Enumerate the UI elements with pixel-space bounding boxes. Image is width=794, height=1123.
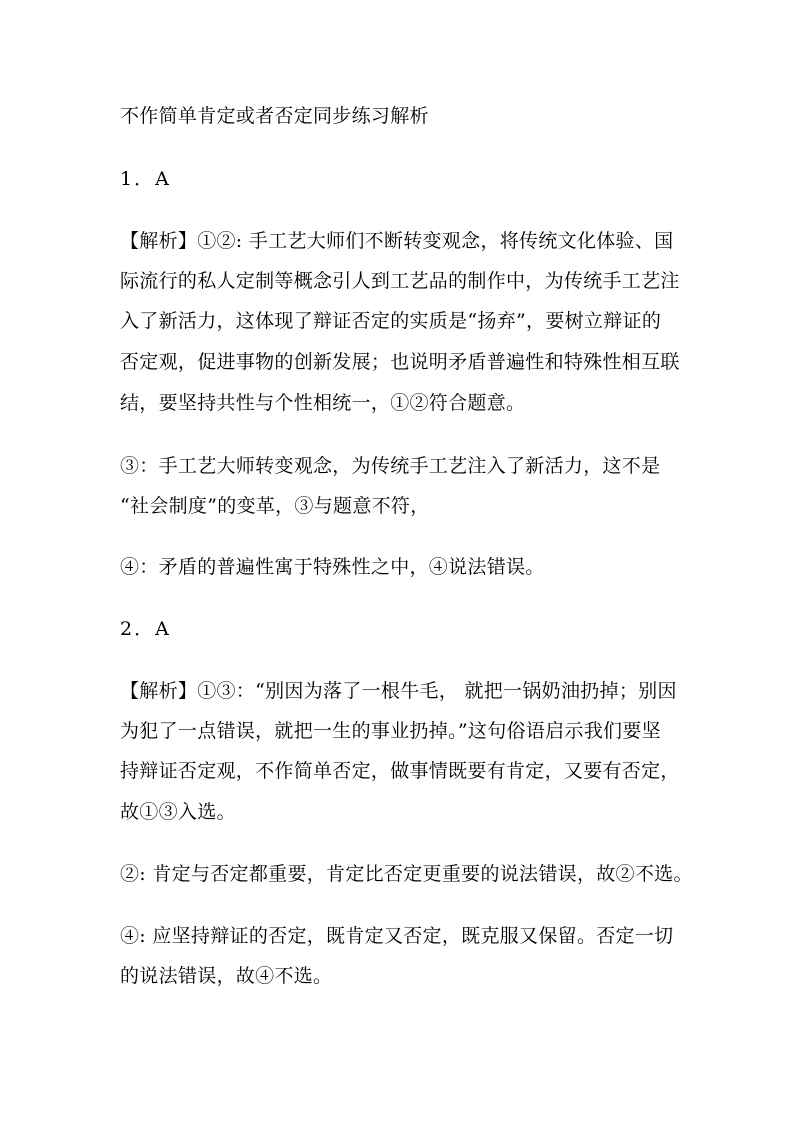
q2-analysis-line: 持辩证否定观，不作简单否定，做事情既要有肯定，又要有否定， (120, 760, 680, 782)
q2-answer: 2．A (120, 618, 171, 640)
q1-analysis-line: 际流行的私人定制等概念引人到工艺品的制作中，为传统手工艺注 (120, 270, 680, 292)
q1-answer: 1．A (120, 168, 171, 190)
q1-item4-line: ④：矛盾的普遍性寓于特殊性之中，④说法错误。 (120, 556, 545, 578)
q2-analysis-line: 为犯了一点错误，就把一生的事业扔掉。”这句俗语启示我们要坚 (120, 720, 661, 742)
q1-analysis-line: 否定观，促进事物的创新发展；也说明矛盾普遍性和特殊性相互联 (120, 351, 680, 373)
q1-analysis-line: 结，要坚持共性与个性相统一，①②符合题意。 (120, 392, 526, 414)
q1-item3-line: ③：手工艺大师转变观念，为传统手工艺注入了新活力，这不是 (120, 455, 661, 477)
q2-item4-line: 的说法错误，故④不选。 (120, 965, 333, 987)
q1-analysis-line: 【解析】①②: 手工艺大师们不断转变观念，将传统文化体验、国 (120, 230, 674, 252)
q2-analysis-line: 故①③入选。 (120, 801, 236, 823)
q1-item3-line: “社会制度”的变革，③与题意不符， (120, 495, 430, 517)
q2-item2-line: ②: 肯定与否定都重要，肯定比否定更重要的说法错误，故②不选。 (120, 863, 693, 885)
q2-analysis-line: 【解析】①③：“别因为落了一根牛毛， 就把一锅奶油扔掉；别因 (120, 680, 677, 702)
q2-item4-line: ④: 应坚持辩证的否定，既肯定又否定，既克服又保留。否定一切 (120, 925, 674, 947)
document-title: 不作简单肯定或者否定同步练习解析 (120, 105, 429, 127)
q1-analysis-line: 入了新活力，这体现了辩证否定的实质是“扬弃”，要树立辩证的 (120, 310, 662, 332)
